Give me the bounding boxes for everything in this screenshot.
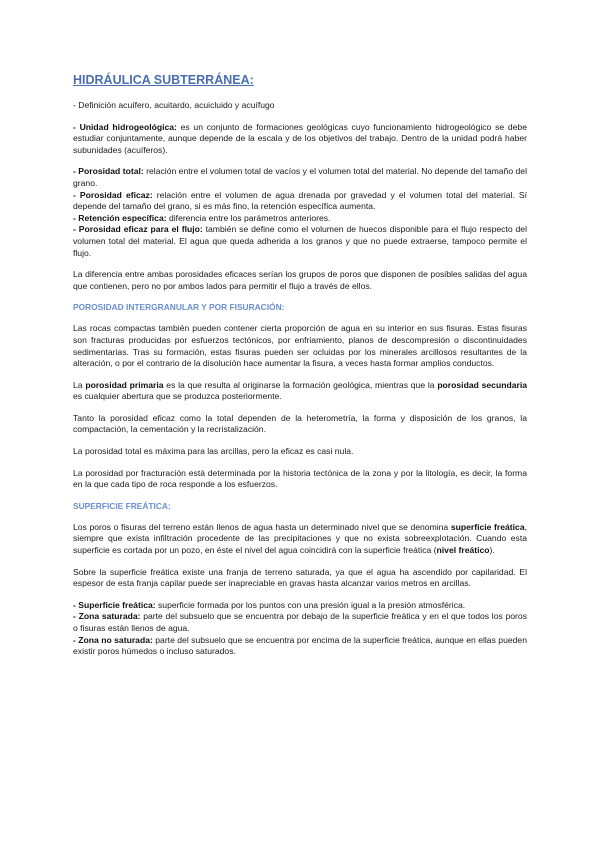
page-title: HIDRÁULICA SUBTERRÁNEA:: [73, 73, 254, 87]
porosidad-list: [73, 166, 527, 259]
fracturacion-paragraph: La porosidad por fracturación está determinada por la historia tectónica de la zona y por la litología, es decir, la forma en la que cada tipo de roca responde a los esfuerzos.: [73, 467, 527, 490]
porosidad-item: [73, 224, 527, 259]
zonas-list: [73, 600, 527, 658]
text-span: ).: [489, 545, 495, 556]
text-span: es la que resulta al originarse la formación geológica, mientras que la: [163, 379, 438, 390]
heterometria-paragraph: Tanto la porosidad eficaz como la total dependen de la heterometría, la forma y disposición de los granos, la compactación, la cementación y la recristalización.: [73, 412, 527, 435]
zona-item: [73, 635, 527, 658]
porosidad-item: [73, 213, 527, 225]
porosidad-term: - Porosidad total:: [73, 166, 144, 177]
section-heading-freatica: SUPERFICIE FREÁTICA:: [73, 500, 171, 511]
porosidad-primaria-term: porosidad primaria: [85, 379, 164, 390]
section-heading-porosidad: POROSIDAD INTERGRANULAR Y POR FISURACIÓN:: [73, 302, 285, 313]
text-span: La: [73, 379, 86, 390]
superficie-freatica-term: superficie freática: [450, 521, 525, 532]
porosidad-term: - Porosidad eficaz para el flujo:: [73, 224, 203, 235]
porosidad-text: diferencia entre los parámetros anteriores.: [166, 212, 331, 223]
intro-line: - Definición acuífero, acuitardo, acuicluido y acuífugo: [73, 100, 275, 110]
superficie-paragraph: [73, 522, 527, 557]
porosidad-text: también se define como el volumen de huecos disponible para el flujo respecto del volumen total del material. El agua que queda adherida a los granos y que no puede extraerse, tampoco permite el flujo.: [73, 224, 527, 258]
zona-text: superficie formada por los puntos con una presión igual a la presión atmosférica.: [155, 599, 466, 610]
nivel-freatico-term: nivel freático: [436, 545, 490, 556]
porosidad-text: relación entre el volumen de agua drenada por gravedad y el volumen total del material. Sí depende del tamaño del grano, si es más fino, la retención específica aumenta.: [73, 189, 527, 212]
diferencia-paragraph: La diferencia entre ambas porosidades eficaces serían los grupos de poros que disponen de posibles salidas del agua que contienen, pero no por ambos lados para permitir el flujo a través de ellos.: [73, 269, 527, 291]
porosidad-item: [73, 190, 527, 213]
arcillas-paragraph: La porosidad total es máxima para las arcillas, pero la eficaz es casi nula.: [73, 446, 354, 457]
zona-text: parte del subsuelo que se encuentra por encima de la superficie freática, aunque en ellas pueden existir poros húmedos o incluso saturados.: [73, 634, 527, 657]
unidad-term: - Unidad hidrogeológica:: [73, 121, 177, 132]
zona-term: - Zona no saturada:: [73, 634, 153, 645]
unidad-paragraph: [73, 122, 527, 157]
text-span: es cualquier abertura que se produzca posteriormente.: [73, 391, 282, 402]
zona-item: [73, 600, 527, 612]
document-page: [73, 72, 527, 658]
zona-text: parte del subsuelo que se encuentra por debajo de la superficie freática y en el que todos los poros o fisuras están llenos de agua.: [73, 611, 527, 633]
porosidad-secundaria-term: porosidad secundaria: [437, 379, 527, 390]
capilaridad-paragraph: Sobre la superficie freática existe una franja de terreno saturada, ya que el agua ha ascendido por capilaridad. El espesor de esta franja capilar puede ser inapreciable en gravas hasta alcanzar varios metros en arcillas.: [73, 566, 527, 589]
text-span: , siempre que exista infiltración procedente de las precipitaciones y que no exista sobreexplotación. Cuando esta superficie es cortada por un pozo, en éste el nivel del agua coincidirá con la superficie freática (: [73, 521, 527, 556]
unidad-text: es un conjunto de formaciones geológicas cuyo funcionamiento hidrogeológico se debe estudiar conjuntamente, aunque depende de la escala y de los objetivos del trabajo. Dentro de la unidad podrá haber subunidades (acuíferos).: [73, 121, 527, 155]
zona-term: - Zona saturada:: [73, 611, 141, 622]
fisuras-paragraph: Las rocas compactas también pueden contener cierta proporción de agua en su interior en sus fisuras. Estas fisuras son fracturas producidas por esfuerzos tectónicos, por enfriamiento, planos de descompresión o discontinuidades sedimentarias. Tras su formación, estas fisuras pueden ser ocluidas por los minerales arcillosos resultantes de la alteración, o por el contrario de la disolución hace aumentar la fisura, a veces hasta formar amplios conductos.: [73, 323, 527, 369]
primaria-paragraph: [73, 380, 527, 403]
porosidad-term: - Porosidad eficaz:: [73, 189, 153, 200]
zona-item: [73, 611, 527, 634]
porosidad-term: - Retención específica:: [73, 212, 167, 223]
porosidad-text: relación entre el volumen total de vacíos y el volumen total del material. No depende del tamaño del grano.: [73, 166, 527, 188]
text-span: Los poros o fisuras del terreno están llenos de agua hasta un determinado nivel que se denomina: [73, 521, 451, 532]
zona-term: - Superficie freática:: [73, 599, 156, 610]
porosidad-item: [73, 166, 527, 189]
